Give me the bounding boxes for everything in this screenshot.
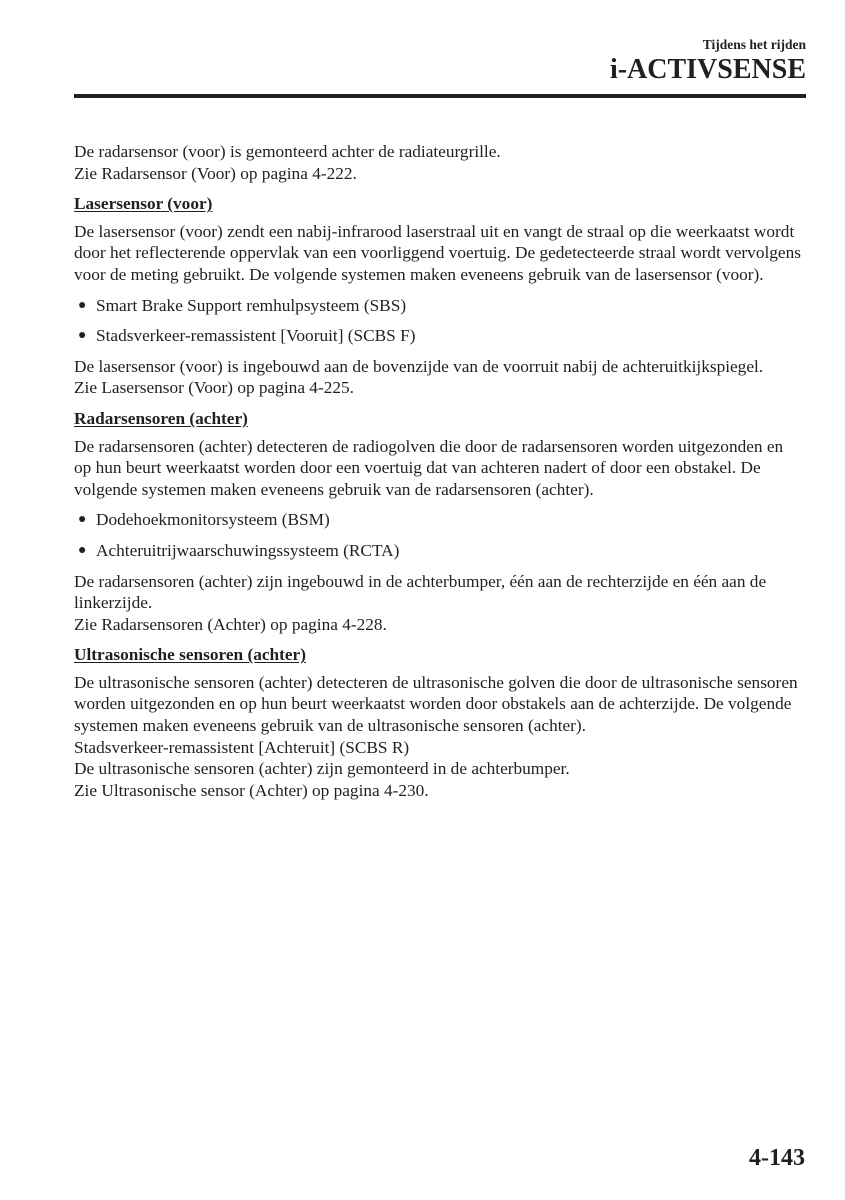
bullet-icon: ● [78,328,87,344]
section-reference: Zie Lasersensor (Voor) op pagina 4-225. [74,378,354,398]
section-heading: Ultrasonische sensoren (achter) [74,645,306,665]
section-paragraph: De ultrasonische sensoren (achter) detecteren de ultrasonische golven die door de ultrasonische sensoren worden uitgezonden en op hun beurt weerkaatst worden door obstakels aan de achterzijde. De volgende systemen maken eveneens gebruik van de ultrasonische sensoren (achter). [74,672,798,736]
section-text: De radarsensoren (achter) zijn ingebouwd in de achterbumper, één aan de rechterzijde en één aan de linkerzijde. [74,571,767,613]
section-ultrasonische [74,644,804,801]
page-content [74,141,804,801]
intro-block [74,141,804,184]
bullet-icon: ● [78,297,87,313]
section-heading: Lasersensor (voor) [74,194,213,214]
list-item-text: Smart Brake Support remhulpsysteem (SBS) [96,295,407,315]
list-item [74,295,804,317]
bullet-icon: ● [78,512,87,528]
list-item [74,540,804,562]
list-item-text: Achteruitrijwaarschuwingssysteem (RCTA) [96,540,400,560]
section-text: Stadsverkeer-remassistent [Achteruit] (SCBS R) [74,737,410,757]
chapter-title: Tijdens het rijden [702,37,806,52]
list-item [74,509,804,531]
section-reference: Zie Ultrasonische sensor (Achter) op pagina 4-230. [74,780,429,800]
bullet-icon: ● [78,542,87,558]
bullet-list [74,295,804,347]
intro-reference: Zie Radarsensor (Voor) op pagina 4-222. [74,163,357,183]
list-item-text: Stadsverkeer-remassistent [Vooruit] (SCBS F) [96,326,416,346]
intro-text: De radarsensor (voor) is gemonteerd achter de radiateurgrille. [74,142,501,161]
page-header [74,36,806,98]
page-number: 4-143 [749,1145,805,1171]
bullet-list [74,509,804,561]
section-text: De lasersensor (voor) is ingebouwd aan de bovenzijde van de voorruit nabij de achteruitkijkspiegel. [74,356,764,376]
section-lasersensor [74,193,804,399]
section-radarsensoren [74,408,804,635]
section-title: i-ACTIVSENSE [609,54,806,85]
list-item [74,325,804,347]
list-item-text: Dodehoekmonitorsysteem (BSM) [96,510,330,530]
header-rule [74,94,806,98]
section-paragraph: De radarsensoren (achter) detecteren de radiogolven die door de radarsensoren worden uitgezonden en op hun beurt weerkaatst worden door een voertuig dat van achteren nadert of door een obstakel. De volgende systemen maken eveneens gebruik van de radarsensoren (achter). [74,436,784,499]
section-text: De ultrasonische sensoren (achter) zijn gemonteerd in de achterbumper. [74,759,570,779]
section-heading: Radarsensoren (achter) [74,408,248,428]
section-reference: Zie Radarsensoren (Achter) op pagina 4-228. [74,614,387,634]
section-paragraph: De lasersensor (voor) zendt een nabij-infrarood laserstraal uit en vangt de straal op die weerkaatst wordt door het reflecterende oppervlak van een voorliggend voertuig. De gedetecteerde straal wordt vervolgens voor de meting gebruikt. De volgende systemen maken eveneens gebruik van de lasersensor (voor). [74,221,801,284]
